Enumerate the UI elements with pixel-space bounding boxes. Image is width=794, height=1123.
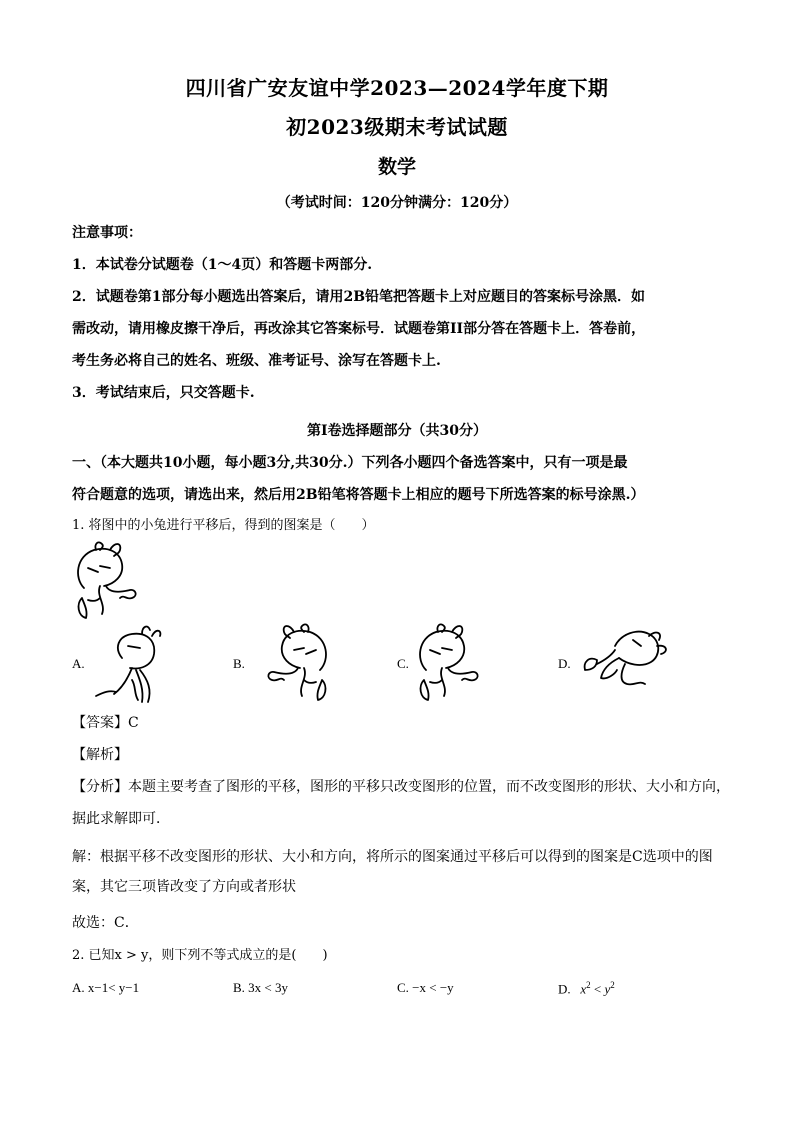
notes-item-3: 3．考试结束后，只交答题卡. <box>72 385 255 401</box>
q2-option-d <box>558 980 615 997</box>
q1-fenxi-line-2: 据此求解即可． <box>72 811 170 827</box>
section-intro-line-1: 一、（本大题共10小题，每小题3分,共30分.）下列各小题四个备选答案中，只有一项是最 <box>72 455 628 471</box>
q1-fenxi-line-1: 【分析】本题主要考查了图形的平移，图形的平移只改变图形的位置，而不改变图形的形状、大小和方向， <box>72 779 730 795</box>
q2-option-d-x-exp: 2 <box>586 980 591 990</box>
q2-option-d-y: y <box>604 981 611 997</box>
q2-option-d-lt: < <box>593 981 602 997</box>
q1-solution-line-2: 案，其它三项皆改变了方向或者形状 <box>72 879 296 895</box>
rabbit-option-d-figure <box>575 620 675 700</box>
exam-info: （考试时间：120分钟满分：120分） <box>276 195 518 211</box>
rabbit-original-figure <box>70 538 160 628</box>
notes-item-1: 1．本试卷分试题卷（1～4页）和答题卡两部分. <box>72 257 373 273</box>
q1-option-c-label: C. <box>397 656 409 671</box>
q1-answer: 【答案】C <box>72 715 139 731</box>
q1-solution-line-1: 解：根据平移不改变图形的形状、大小和方向，将所示的图案通过平移后可以得到的图案是C选项中的图 <box>72 849 713 865</box>
q2-option-d-x: x <box>580 981 587 997</box>
q1-option-d-label: D. <box>558 656 571 671</box>
section-title: 第Ⅰ卷选择题部分（共30分） <box>306 423 488 439</box>
q1-choose: 故选：C． <box>72 915 139 931</box>
rabbit-option-b-figure <box>250 622 335 707</box>
page-title: 四川省广安友谊中学2023—2024学年度下期 <box>185 76 609 100</box>
q2-option-b: B. 3x < 3y <box>233 980 289 995</box>
rabbit-option-c-figure <box>412 622 502 707</box>
q1-analysis-heading: 【解析】 <box>72 747 128 763</box>
notes-item-2-line-2: 需改动，请用橡皮擦干净后，再改涂其它答案标号．试题卷第II部分答在答题卡上．答卷前， <box>72 321 646 337</box>
question-1-stem: 1. 将图中的小兔进行平移后，得到的图案是（ ） <box>72 518 375 533</box>
q2-option-c: C. −x < −y <box>397 980 454 995</box>
subject-title: 数学 <box>377 156 416 178</box>
q1-option-a-label: A. <box>72 656 85 671</box>
notes-item-2-line-1: 2．试题卷第1部分每小题选出答案后，请用2B铅笔把答题卡上对应题目的答案标号涂黑．如 <box>72 289 646 305</box>
notes-item-2-line-3: 考生务必将自己的姓名、班级、准考证号、涂写在答题卡上. <box>72 353 441 369</box>
page-subtitle: 初2023级期末考试试题 <box>286 115 508 139</box>
q2-option-a: A. x−1< y−1 <box>72 980 140 995</box>
q1-option-b-label: B. <box>233 656 245 671</box>
rabbit-option-a-figure <box>92 622 172 704</box>
notes-heading: 注意事项： <box>72 225 142 241</box>
q2-option-d-y-exp: 2 <box>610 980 615 990</box>
section-intro-line-2: 符合题意的选项，请选出来，然后用2B铅笔将答题卡上相应的题号下所选答案的标号涂黑.） <box>72 487 645 503</box>
q2-option-d-prefix: D. <box>558 981 571 997</box>
question-2-stem: 2. 已知x > y，则下列不等式成立的是( ) <box>72 948 328 963</box>
